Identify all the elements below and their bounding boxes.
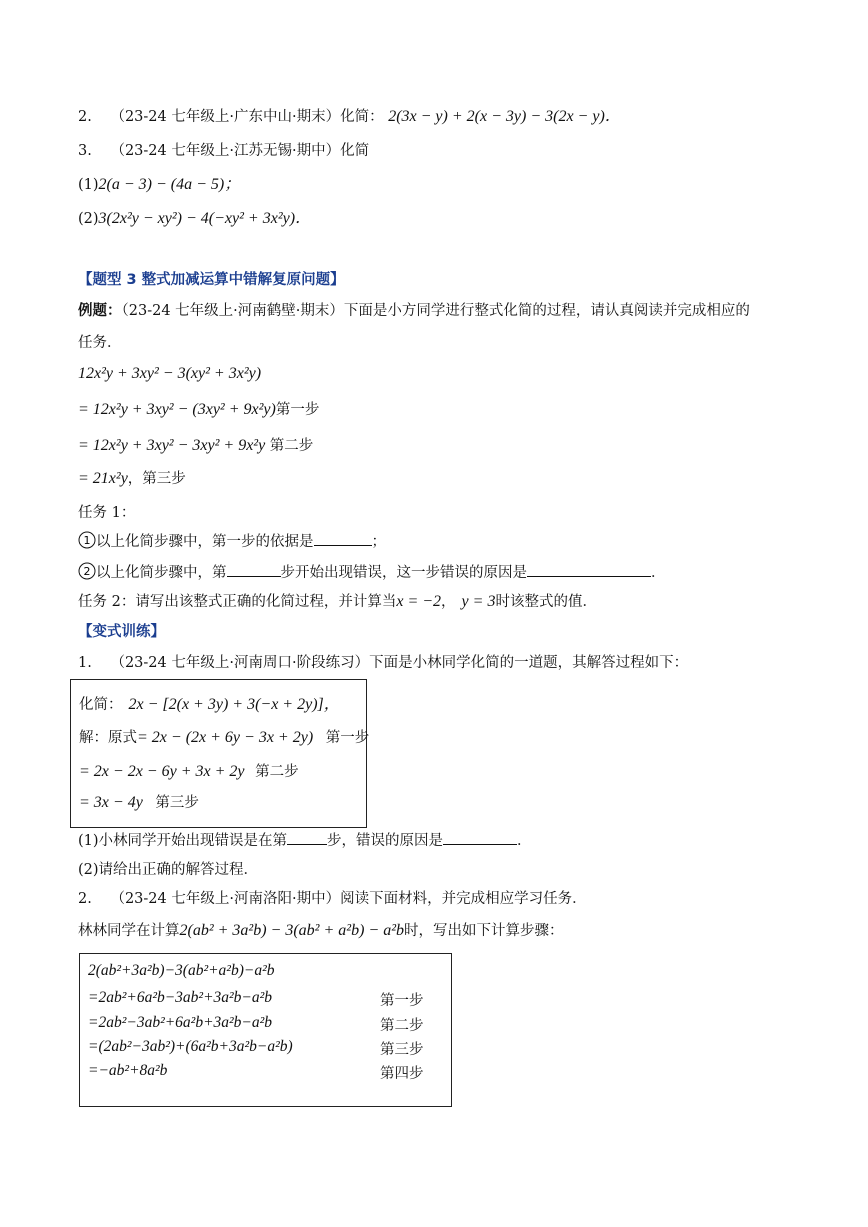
step-tag: 第二步 (380, 1018, 424, 1034)
example-step-1 (78, 400, 319, 420)
example-label: 例题： (78, 303, 122, 319)
question-3 (78, 141, 369, 161)
example-step-3 (78, 469, 186, 489)
task-1-item-2: 2 以上化简步骤中，第 步开始出现错误，这一步错误的原因是 ． (78, 562, 666, 583)
variant-question-2 (78, 889, 587, 909)
variant-heading: 【变式训练】 (78, 624, 165, 640)
variant-2-intro: 林林同学在计算2(ab² + 3a²b) − 3(ab² + a²b) − a²b时，写出如下计算步骤： (78, 922, 564, 939)
box-line-3: =(2ab²−3ab²)+(6a²b+3a²b−a²b) (88, 1038, 293, 1055)
step-tag: ，第三步 (127, 471, 186, 487)
step-tag: 第四步 (380, 1066, 424, 1082)
variant-1-sub-2: (2)请给出正确的解答过程． (78, 862, 259, 878)
question-3-part-1 (78, 175, 240, 195)
math-expression: = 21x²y (78, 470, 128, 487)
task-1-item-1: 1 以上化简步骤中，第一步的依据是 ； (78, 531, 386, 552)
example-text-cont: 任务． (78, 335, 122, 351)
step-tag: 第一步 (275, 402, 320, 418)
question-2 (78, 107, 621, 127)
example-step-2 (78, 436, 313, 456)
task-2: 任务 2：请写出该整式正确的化简过程，并计算当x = −2， y = 3时该整式的值． (78, 593, 597, 610)
example-step-0: 12x²y + 3xy² − 3(xy² + 3x²y) (78, 365, 262, 382)
step-tag: 第二步 (269, 438, 314, 454)
math-expression: x = −2 (396, 593, 442, 610)
step-tag: 第三步 (155, 795, 199, 811)
step-tag: 第三步 (380, 1042, 424, 1058)
box-line-1: 化简： 2x − [2(x + 3y) + 3(−x + 2y)]， (79, 696, 340, 713)
math-expression: = 12x²y + 3xy² − 3xy² + 9x²y (78, 437, 266, 454)
step-tag: 第一步 (325, 730, 370, 746)
box-line-2: =2ab²−3ab²+6a²b+3a²b−a²b (88, 1014, 273, 1031)
answer-blank[interactable] (443, 830, 517, 845)
circled-number-icon (78, 531, 96, 549)
svg-text:2: 2 (83, 565, 91, 578)
question-3-part-2 (78, 209, 311, 229)
box-line-1: =2ab²+6a²b−3ab²+3a²b−a²b (88, 989, 273, 1006)
circled-number-icon (78, 562, 96, 580)
part-label: (2) (78, 211, 99, 227)
answer-blank[interactable] (527, 562, 651, 577)
solution-box-2 (79, 953, 452, 1107)
solution-box-1 (70, 679, 370, 828)
box-line-4: =−ab²+8a²b (88, 1062, 168, 1079)
answer-blank[interactable] (314, 531, 372, 546)
math-expression: 2(a − 3) − (4a − 5)； (98, 176, 241, 193)
step-tag: 第一步 (380, 993, 424, 1009)
example-text (78, 301, 750, 321)
math-expression: 2(ab² + 3a²b) − 3(ab² + a²b) − a²b (179, 922, 404, 939)
task-1-label: 任务 1： (78, 505, 136, 521)
answer-blank[interactable] (227, 562, 281, 577)
question-number: 1. (78, 655, 92, 671)
question-number: 2. (78, 109, 92, 125)
answer-blank[interactable] (287, 830, 327, 845)
question-source: （23-24 七年级上·广东中山·期末）化简： (110, 109, 384, 125)
box-line-4: = 3x − 4y 第三步 (79, 794, 199, 811)
question-source: （23-24 七年级上·河南周口·阶段练习）下面是小林同学化简的一道题，其解答过程如下： (110, 655, 689, 671)
math-expression: 2(3x − y) + 2(x − 3y) − 3(2x − y)． (388, 108, 621, 125)
svg-text:1: 1 (83, 534, 91, 547)
math-expression: = 12x²y + 3xy² − (3xy² + 9x²y) (78, 401, 276, 418)
box-line-0: 2(ab²+3a²b)−3(ab²+a²b)−a²b (88, 962, 275, 979)
math-expression: y = 3 (461, 593, 496, 610)
box-line-3: = 2x − 2x − 6y + 3x + 2y 第二步 (79, 763, 299, 780)
box-line-2: 解：原式= 2x − (2x + 6y − 3x + 2y) 第一步 (79, 729, 370, 746)
part-label: (1) (78, 177, 99, 193)
example-body: （23-24 七年级上·河南鹤壁·期末）下面是小方同学进行整式化简的过程，请认真阅读并完成相应的 (121, 303, 750, 319)
question-number: 3. (78, 143, 92, 159)
variant-1-sub-1: (1)小林同学开始出现错误是在第 步，错误的原因是 ． (78, 830, 532, 851)
question-number: 2. (78, 891, 92, 907)
question-source: （23-24 七年级上·江苏无锡·期中）化简 (110, 143, 370, 159)
variant-question-1 (78, 653, 688, 673)
step-tag: 第二步 (255, 764, 299, 780)
question-source: （23-24 七年级上·河南洛阳·期中）阅读下面材料，并完成相应学习任务． (110, 891, 587, 907)
math-expression: 3(2x²y − xy²) − 4(−xy² + 3x²y)． (98, 210, 312, 227)
section-heading: 【题型 3 整式加减运算中错解复原问题】 (78, 272, 345, 288)
